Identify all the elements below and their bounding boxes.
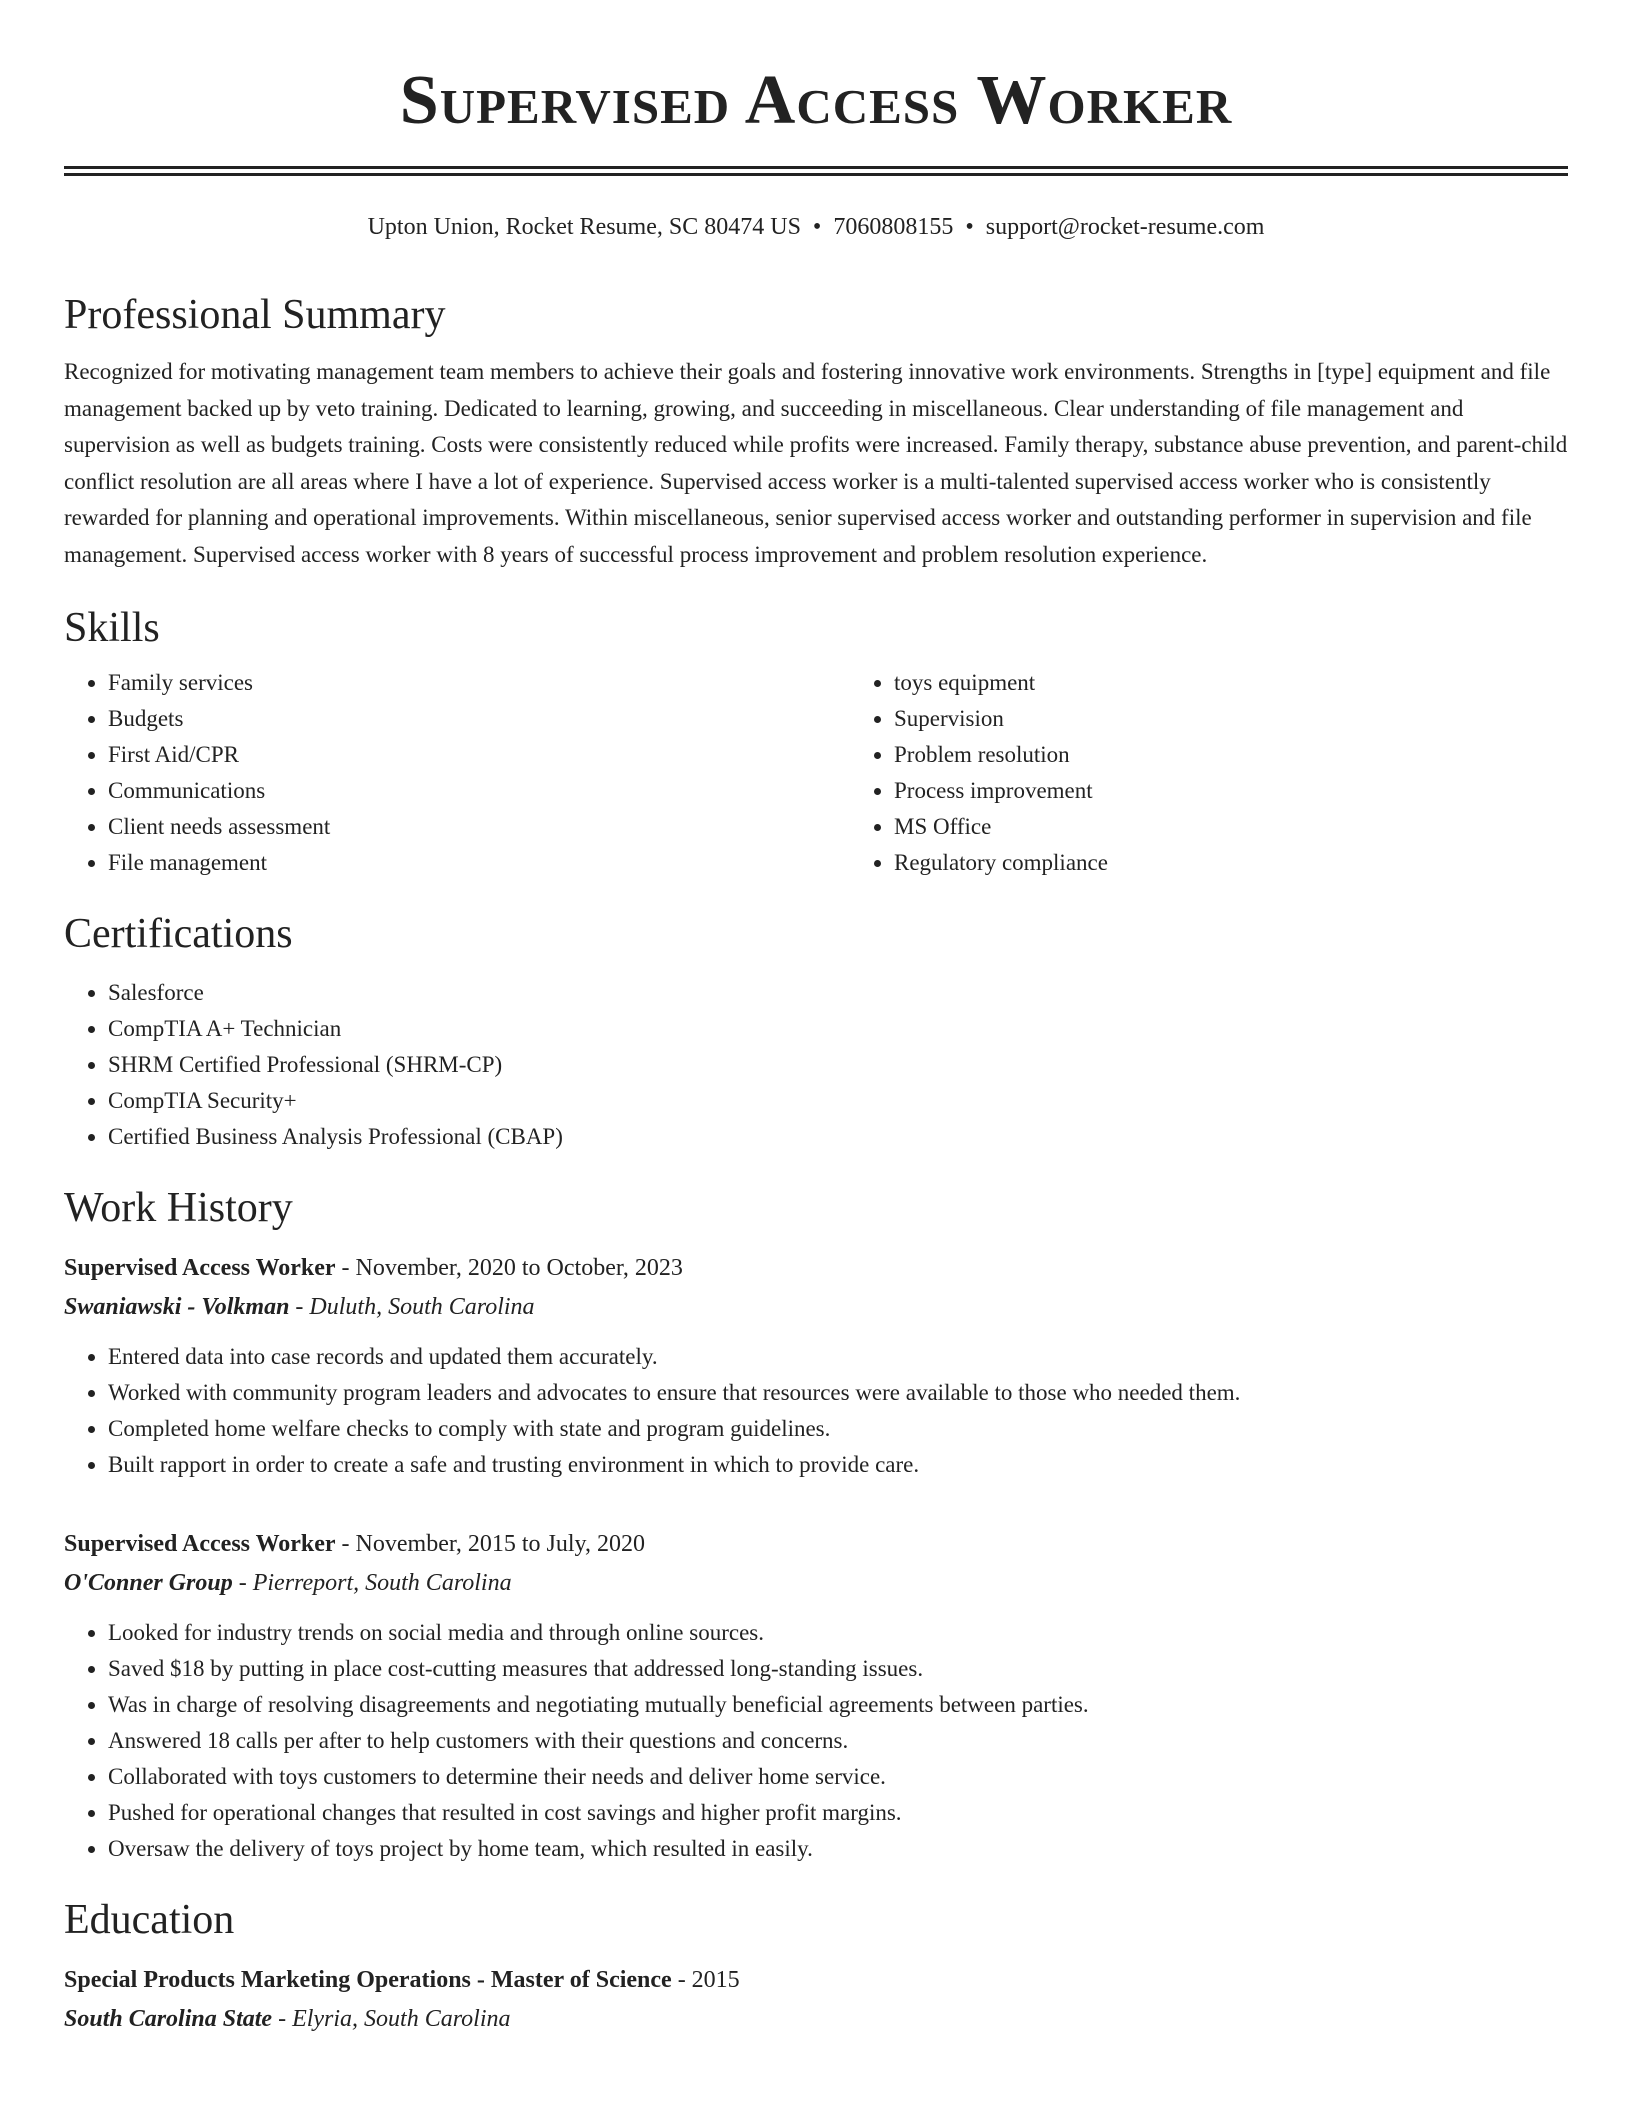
skill-item: • Budgets xyxy=(108,701,850,737)
education-section xyxy=(64,1895,1568,2039)
contact-email: support@rocket-resume.com xyxy=(985,214,1265,240)
skill-item: • Supervision xyxy=(894,701,1632,737)
summary-heading: Professional Summary xyxy=(64,292,446,338)
skill-item: • Process improvement xyxy=(894,773,1632,809)
school-line xyxy=(64,2000,1568,2039)
work-history-section xyxy=(64,1183,1568,1867)
contact-separator: • xyxy=(812,214,822,240)
job-company-line xyxy=(64,1288,1568,1327)
contact-separator: • xyxy=(965,214,974,240)
skills-heading: Skills xyxy=(64,605,160,651)
job-company: O'Conner Group xyxy=(64,1570,233,1596)
skill-item: • Client needs assessment xyxy=(108,809,850,845)
job-bullet: • Saved $18 by putting in place cost-cutting measures that addressed long-standing issues. xyxy=(108,1651,1568,1687)
header-divider xyxy=(64,166,1568,176)
skill-item: • Regulatory compliance xyxy=(894,845,1632,881)
job-bullet: • Looked for industry trends on social media and through online sources. xyxy=(108,1615,1568,1651)
job-location: - Duluth, South Carolina xyxy=(289,1294,535,1320)
summary-text: Recognized for motivating management team members to achieve their goals and fostering innovative work environments. Strengths in [type] equipment and file management backed up by veto training. Dedicated to learning, growing, and succeeding in miscellaneous. Clear understanding of file management and supervision as well as budgets training. Costs were consistently reduced while profits were increased. Family therapy, substance abuse prevention, and parent-child conflict resolution are all areas where I have a lot of experience. Supervised access worker is a multi-talented supervised access worker who is consistently rewarded for planning and operational improvements. Within miscellaneous, senior supervised access worker and outstanding performer in supervision and file management. Supervised access worker with 8 years of successful process improvement and problem resolution experience. xyxy=(64,359,1568,567)
school-name: South Carolina State xyxy=(64,2006,273,2032)
job-entry xyxy=(64,1249,1568,1483)
job-bullet: • Collaborated with toys customers to determine their needs and deliver home service. xyxy=(108,1759,1568,1795)
job-bullets xyxy=(64,1339,1568,1483)
skills-columns xyxy=(64,665,1568,881)
skill-item: • File management xyxy=(108,845,850,881)
summary-section xyxy=(64,290,1568,573)
skill-item: • Family services xyxy=(108,665,850,701)
skill-item: • First Aid/CPR xyxy=(108,737,850,773)
job-company: Swaniawski - Volkman xyxy=(64,1294,290,1320)
certification-item: • CompTIA A+ Technician xyxy=(108,1011,1568,1047)
certification-item: • Salesforce xyxy=(108,975,1568,1011)
job-bullet: • Built rapport in order to create a safe and trusting environment in which to provide care. xyxy=(108,1447,1568,1483)
graduation-year: - 2015 xyxy=(671,1967,740,1993)
education-heading: Education xyxy=(64,1897,235,1943)
candidate-name: Supervised Access Worker xyxy=(399,62,1233,139)
skill-item: • Communications xyxy=(108,773,850,809)
skills-list-left xyxy=(64,665,850,881)
job-location: - Pierreport, South Carolina xyxy=(232,1570,512,1596)
job-company-line xyxy=(64,1564,1568,1603)
job-bullet: • Pushed for operational changes that resulted in cost savings and higher profit margins. xyxy=(108,1795,1568,1831)
contact-phone: 7060808155 xyxy=(833,214,954,240)
school-location: - Elyria, South Carolina xyxy=(272,2006,511,2032)
degree: Special Products Marketing Operations - Master of Science xyxy=(64,1967,672,1993)
job-bullet: • Completed home welfare checks to comply with state and program guidelines. xyxy=(108,1411,1568,1447)
job-title: Supervised Access Worker xyxy=(64,1531,336,1557)
job-dates: - November, 2020 to October, 2023 xyxy=(335,1255,683,1281)
job-bullet: • Answered 18 calls per after to help customers with their questions and concerns. xyxy=(108,1723,1568,1759)
job-bullet: • Entered data into case records and updated them accurately. xyxy=(108,1339,1568,1375)
job-title: Supervised Access Worker xyxy=(64,1255,336,1281)
job-entry xyxy=(64,1525,1568,1867)
contact-line xyxy=(64,212,1568,242)
certifications-list xyxy=(64,975,1568,1155)
contact-address: Upton Union, Rocket Resume, SC 80474 US xyxy=(367,214,801,240)
certifications-section xyxy=(64,909,1568,1155)
skill-item: • MS Office xyxy=(894,809,1632,845)
certifications-heading: Certifications xyxy=(64,911,293,957)
job-bullets xyxy=(64,1615,1568,1867)
skill-item: • toys equipment xyxy=(894,665,1632,701)
certification-item: • Certified Business Analysis Professional (CBAP) xyxy=(108,1119,1568,1155)
certification-item: • SHRM Certified Professional (SHRM-CP) xyxy=(108,1047,1568,1083)
job-title-line xyxy=(64,1249,1568,1288)
skill-item: • Problem resolution xyxy=(894,737,1632,773)
skills-section xyxy=(64,603,1568,881)
job-bullet: • Was in charge of resolving disagreements and negotiating mutually beneficial agreements between parties. xyxy=(108,1687,1568,1723)
job-title-line xyxy=(64,1525,1568,1564)
job-bullet: • Worked with community program leaders and advocates to ensure that resources were available to those who needed them. xyxy=(108,1375,1568,1411)
degree-line xyxy=(64,1961,1568,2000)
job-bullet: • Oversaw the delivery of toys project by home team, which resulted in easily. xyxy=(108,1831,1568,1867)
job-dates: - November, 2015 to July, 2020 xyxy=(335,1531,645,1557)
work-history-heading: Work History xyxy=(64,1185,293,1231)
education-entry xyxy=(64,1961,1568,2039)
skills-list-right xyxy=(850,665,1632,881)
certification-item: • CompTIA Security+ xyxy=(108,1083,1568,1119)
